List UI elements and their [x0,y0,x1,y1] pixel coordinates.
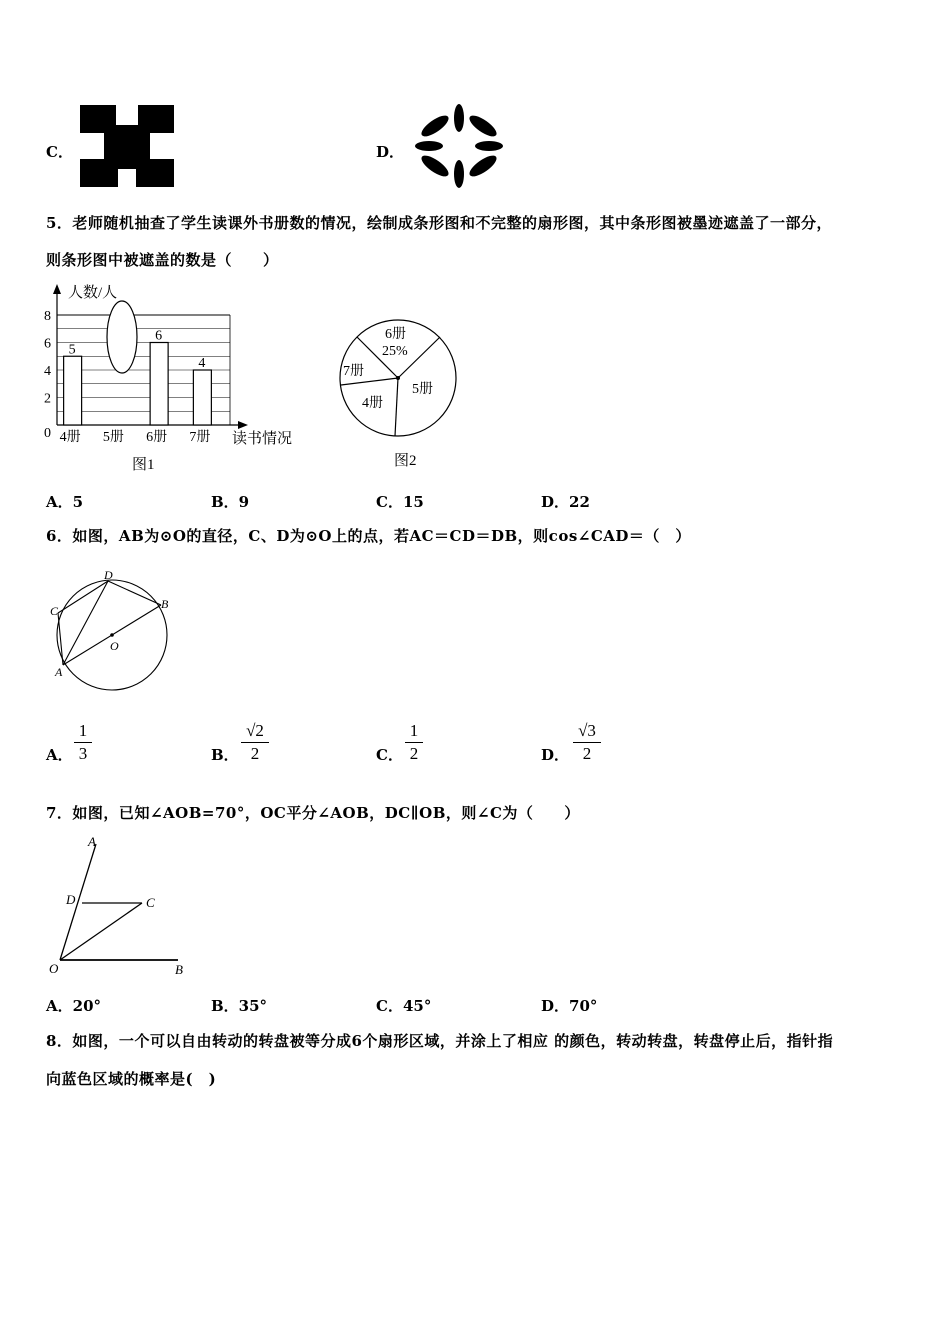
y-tick-label: 2 [44,391,51,407]
point-c-label: C [50,604,59,618]
pie-slice-label-4: 4册 [362,396,383,411]
point-a-label: A [88,834,96,849]
q8-stem-line2: 向蓝色区域的概率是( ) [46,1070,217,1088]
q5-stem-line1: 5．老师随机抽查了学生读课外书册数的情况，绘制成条形图和不完整的扇形图，其中条形图被墨迹遮盖了一部分， [46,214,832,232]
y-axis-label: 人数/人 [68,285,118,301]
bar-chart-title: 图1 [132,457,155,473]
pie-chart-title: 图2 [394,453,417,469]
bar-value-label: 6 [155,328,163,344]
q6-option-d-label: D． [541,746,570,764]
center-point [110,633,114,637]
category-label: 5册 [102,430,124,445]
bar-value-label: 4 [198,356,206,371]
bisector-oc [60,903,142,960]
q5-option-b: B．9 [211,493,250,511]
q7-stem: 7．如图，已知∠AOB=70°，OC平分∠AOB，DC∥OB，则∠C为（ ） [46,804,580,822]
q5-option-c: C．15 [376,493,424,511]
q7-option-a: A．20° [46,997,102,1015]
point-b-label: B [161,597,169,611]
y-tick-label: 0 [44,426,51,441]
q6-option-a-label: A． [46,746,73,764]
q6-stem: 6．如图，AB为⊙O的直径，C、D为⊙O上的点，若AC＝CD＝DB，则cos∠CAD＝（ ） [46,527,691,545]
x-axis-label: 读书情况 [232,431,293,447]
q7-option-d: D．70° [541,997,598,1015]
pie-slice-label-5: 5册 [412,382,433,397]
bar [193,370,211,425]
q4-option-d-figure [408,103,510,189]
q6-option-c-label: C． [376,746,403,764]
y-tick-label: 6 [44,336,51,352]
q4-option-c-label: C． [46,143,73,161]
y-tick-label: 8 [44,309,51,324]
y-tick-label: 4 [44,364,51,379]
q4-option-d-label: D． [376,143,405,161]
q7-option-b: B．35° [211,997,268,1015]
q6-option-a-fraction: 1 3 [74,721,92,764]
pie-slice-percent-6: 25% [382,344,408,359]
chord-cd [58,581,108,613]
point-b-label: B [175,962,183,977]
q5-stem-line2: 则条形图中被遮盖的数是（ ） [46,251,279,269]
pie-center [396,376,400,380]
q8-stem-line1: 8．如图，一个可以自由转动的转盘被等分成6个扇形区域，并涂上了相应 的颜色，转动转盘，转盘停止后，指针指 [46,1032,834,1050]
bar [150,343,168,426]
ink-blot [107,301,137,373]
q5-pie-chart [330,310,470,475]
point-d-label: D [66,892,76,907]
point-a-label: A [55,665,63,679]
q6-option-b-fraction: √2 2 [241,721,269,764]
y-axis-arrow [53,284,61,294]
q6-option-b-label: B． [211,746,239,764]
category-label: 7册 [189,430,211,445]
q4-option-c-figure [78,103,176,189]
q5-bar-chart [30,280,330,475]
bar [64,356,82,425]
q6-option-c-fraction: 1 2 [405,721,423,764]
chord-ac [58,613,63,665]
q5-option-a: A．5 [46,493,84,511]
pie-slice-label-7: 7册 [343,364,364,379]
point-o-label: O [49,961,59,976]
bar-value-label: 5 [68,342,76,358]
chord-ad [63,581,108,665]
category-label: 6册 [146,430,168,445]
pie-slice-label-6: 6册 [385,327,406,342]
point-c-label: C [146,895,155,910]
q7-angle-figure [46,832,196,980]
category-label: 4册 [59,430,81,445]
q6-option-d-fraction: √3 2 [573,721,601,764]
x-axis-arrow [238,421,248,429]
q6-circle-figure [46,568,176,693]
q5-option-d: D．22 [541,493,590,511]
point-o-label: O [110,639,119,653]
q7-option-c: C．45° [376,997,432,1015]
point-d-label: D [104,568,113,582]
